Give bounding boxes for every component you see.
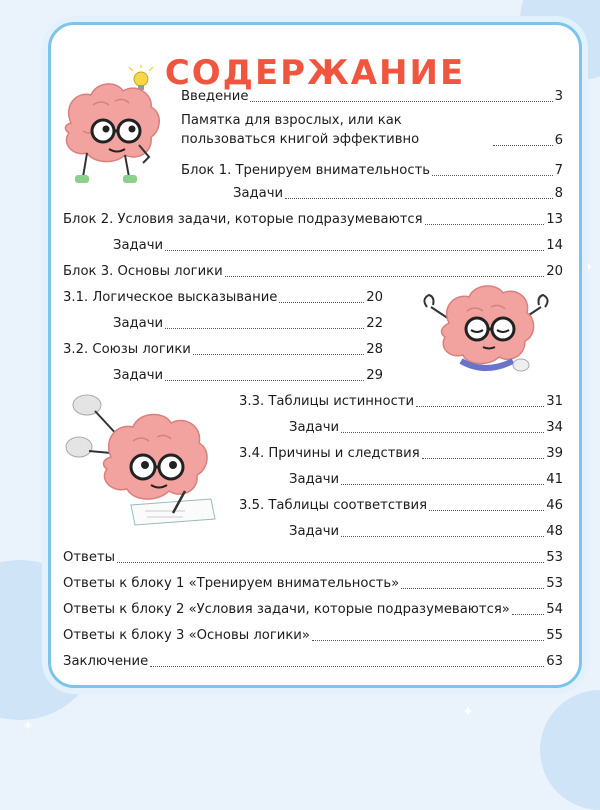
toc-item-page: 7 xyxy=(554,163,563,178)
toc-item-page: 63 xyxy=(546,654,563,669)
dot-leader xyxy=(117,562,544,563)
dot-leader xyxy=(512,614,544,615)
dot-leader xyxy=(165,328,364,329)
dot-leader xyxy=(279,302,364,303)
toc-item-label: Ответы к блоку 2 «Условия задачи, которые подразумеваются» xyxy=(63,602,510,617)
toc-item-label: Введение xyxy=(181,89,249,104)
toc-item-label: Задачи xyxy=(289,472,340,487)
toc-item-page: 55 xyxy=(546,628,563,643)
toc-item-page: 20 xyxy=(366,290,383,305)
brain-writing-icon xyxy=(61,387,229,527)
toc-item-page: 48 xyxy=(546,524,563,539)
toc-item-page: 22 xyxy=(366,316,383,331)
toc-item-label: Блок 2. Условия задачи, которые подразумеваются xyxy=(63,212,423,227)
dot-leader xyxy=(429,510,544,511)
page-title: СОДЕРЖАНИЕ xyxy=(164,53,466,93)
dot-leader xyxy=(150,666,544,667)
dot-leader xyxy=(425,224,545,225)
toc-item-label: Ответы xyxy=(63,550,116,565)
toc-item-label: Задачи xyxy=(113,238,164,253)
toc-item-label: Задачи xyxy=(289,524,340,539)
sparkle-icon: ✦ xyxy=(582,260,594,276)
dot-leader xyxy=(432,175,553,176)
toc-item-page: 3 xyxy=(554,89,563,104)
toc-item-page: 14 xyxy=(546,238,563,253)
dot-leader xyxy=(165,380,364,381)
toc-item-page: 34 xyxy=(546,420,563,435)
toc-item-label: 3.3. Таблицы истинности xyxy=(239,394,415,409)
toc-item-label: Памятка для взрослых, или как пользоваться книгой эффективно xyxy=(181,113,420,147)
dot-leader xyxy=(341,484,544,485)
toc-item[interactable] xyxy=(239,442,563,462)
dot-leader xyxy=(341,432,544,433)
brain-meditating-icon xyxy=(421,277,551,381)
toc-item[interactable] xyxy=(239,494,563,514)
toc-item[interactable] xyxy=(63,572,563,592)
toc-item-label: Задачи xyxy=(233,186,284,201)
toc-item[interactable] xyxy=(289,468,563,488)
dot-leader xyxy=(165,250,544,251)
toc-item-page: 53 xyxy=(546,550,563,565)
toc-item-label: Задачи xyxy=(113,316,164,331)
toc-item-label: Ответы к блоку 3 «Основы логики» xyxy=(63,628,310,643)
dot-leader xyxy=(341,536,544,537)
toc-item-label: Задачи xyxy=(113,368,164,383)
toc-item[interactable] xyxy=(113,364,383,384)
toc-item[interactable] xyxy=(63,338,383,358)
toc-item[interactable] xyxy=(233,182,563,202)
toc-item-page: 28 xyxy=(366,342,383,357)
toc-item-page: 54 xyxy=(546,602,563,617)
toc-item-page: 41 xyxy=(546,472,563,487)
toc-item-page: 39 xyxy=(546,446,563,461)
toc-item[interactable] xyxy=(181,85,563,105)
dot-leader xyxy=(401,588,544,589)
toc-item[interactable] xyxy=(63,650,563,670)
toc-item[interactable] xyxy=(63,546,563,566)
toc-item-label: Задачи xyxy=(289,420,340,435)
sparkle-icon: ✦ xyxy=(22,718,34,734)
toc-item-label: 3.1. Логическое высказывание xyxy=(63,290,278,305)
toc-item[interactable] xyxy=(113,312,383,332)
toc-item-label: Блок 3. Основы логики xyxy=(63,264,223,279)
toc-item-label: Заключение xyxy=(63,654,149,669)
dot-leader xyxy=(422,458,545,459)
dot-leader xyxy=(285,198,553,199)
contents-page xyxy=(48,22,582,688)
toc-item[interactable] xyxy=(63,624,563,644)
toc-item-label: Ответы к блоку 1 «Тренируем внимательность» xyxy=(63,576,400,591)
toc-item-page: 46 xyxy=(546,498,563,513)
toc-item-page: 29 xyxy=(366,368,383,383)
sparkle-icon: ✦ xyxy=(462,704,474,720)
toc-item[interactable] xyxy=(63,598,563,618)
toc-item[interactable] xyxy=(289,520,563,540)
dot-leader xyxy=(312,640,544,641)
toc-item[interactable] xyxy=(181,159,563,179)
toc-item-page: 31 xyxy=(546,394,563,409)
dot-leader xyxy=(493,145,553,146)
dot-leader xyxy=(193,354,364,355)
toc-item[interactable] xyxy=(181,111,563,149)
background-blob xyxy=(540,690,600,810)
toc-item-page: 6 xyxy=(554,133,563,148)
toc-item-label: 3.2. Союзы логики xyxy=(63,342,191,357)
toc-item-page: 20 xyxy=(546,264,563,279)
toc-item-page: 8 xyxy=(554,186,563,201)
toc-item-label: 3.5. Таблицы соответствия xyxy=(239,498,428,513)
toc-item-page: 53 xyxy=(546,576,563,591)
toc-item[interactable] xyxy=(113,234,563,254)
toc-item[interactable] xyxy=(239,390,563,410)
toc-item[interactable] xyxy=(63,260,563,280)
dot-leader xyxy=(250,101,552,102)
dot-leader xyxy=(416,406,544,407)
toc-item-page: 13 xyxy=(546,212,563,227)
toc-item-label: 3.4. Причины и следствия xyxy=(239,446,420,461)
dot-leader xyxy=(225,276,545,277)
brain-lightbulb-icon xyxy=(53,65,175,195)
toc-item[interactable] xyxy=(63,208,563,228)
toc-item[interactable] xyxy=(63,286,383,306)
toc-item-label: Блок 1. Тренируем внимательность xyxy=(181,163,431,178)
toc-item[interactable] xyxy=(289,416,563,436)
